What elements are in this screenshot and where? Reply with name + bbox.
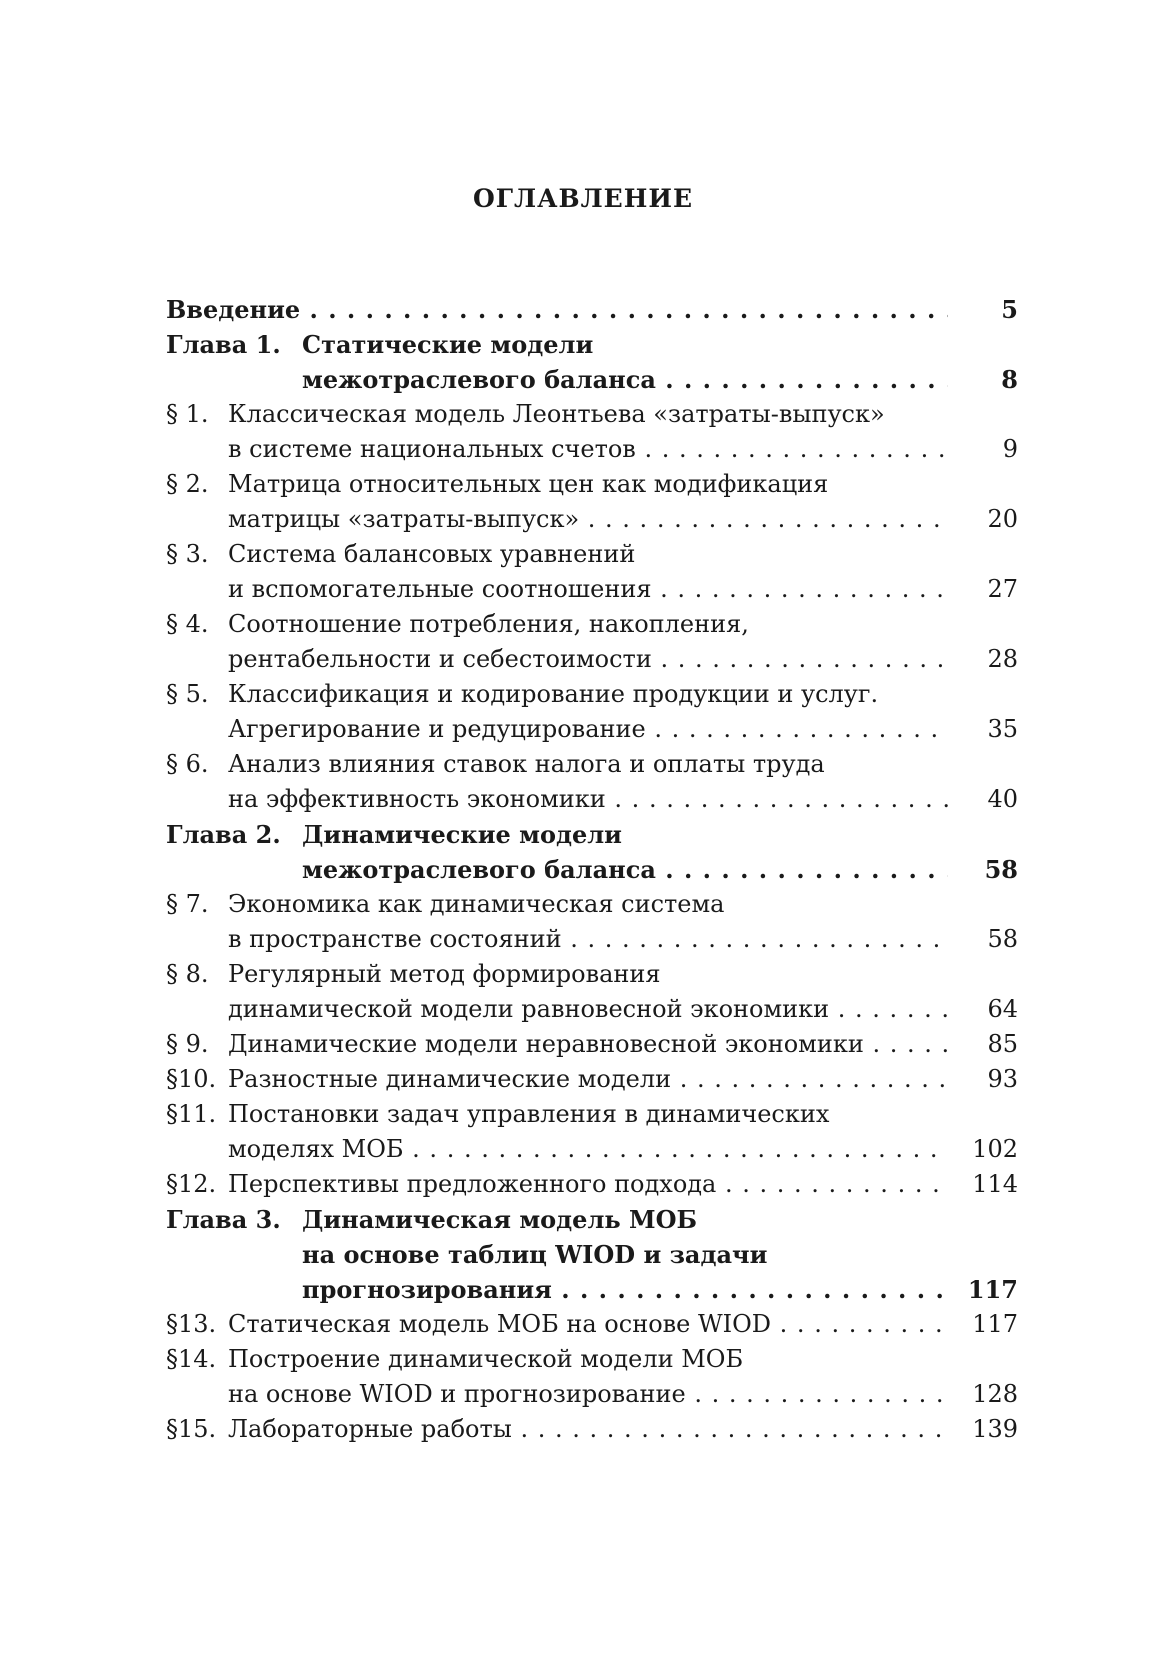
section-number: § 5.	[166, 680, 209, 708]
section-number: §13.	[166, 1310, 217, 1338]
toc-section-5-cont[interactable]	[166, 712, 1018, 747]
page-number: 58	[987, 925, 1018, 953]
section-title-continued: моделях МОБ . . .	[228, 1132, 948, 1167]
toc-section-8[interactable]	[166, 957, 1018, 992]
section-title: Лабораторные работы . . .	[228, 1412, 948, 1447]
toc-section-7[interactable]	[166, 887, 1018, 922]
section-number: §11.	[166, 1100, 217, 1128]
section-title-continued: в пространстве состояний . . .	[228, 922, 948, 957]
chapter-title-continued: межотраслевого баланса . . .	[302, 852, 948, 887]
section-title: Построение динамической модели МОБ	[228, 1345, 744, 1373]
section-title-continued: динамической модели равновесной экономики . . .	[228, 992, 948, 1027]
page-number: 117	[967, 1275, 1018, 1304]
toc-section-7-cont[interactable]	[166, 922, 1018, 957]
toc-chapter-1-line2[interactable]	[166, 362, 1018, 397]
page-number: 93	[987, 1065, 1018, 1093]
toc-section-6[interactable]	[166, 747, 1018, 782]
page-title: ОГЛАВЛЕНИЕ	[472, 184, 694, 213]
toc-section-3-cont[interactable]	[166, 572, 1018, 607]
toc-section-14-cont[interactable]	[166, 1377, 1018, 1412]
toc-entry-intro[interactable]	[166, 292, 1018, 327]
section-number: § 9.	[166, 1030, 209, 1058]
section-number: §12.	[166, 1170, 217, 1198]
toc-section-2-cont[interactable]	[166, 502, 1018, 537]
section-title: Анализ влияния ставок налога и оплаты труда	[228, 750, 825, 778]
toc-section-14[interactable]	[166, 1342, 1018, 1377]
section-title: Разностные динамические модели . . .	[228, 1062, 948, 1097]
section-title: Соотношение потребления, накопления,	[228, 610, 749, 638]
page-number: 40	[987, 785, 1018, 813]
page-number: 139	[972, 1415, 1018, 1443]
section-number: § 3.	[166, 540, 209, 568]
section-number: §15.	[166, 1415, 217, 1443]
toc-chapter-3-line2[interactable]	[166, 1237, 1018, 1272]
chapter-title-continued: прогнозирования . . .	[302, 1272, 948, 1307]
section-title-continued: на основе WIOD и прогнозирование . . .	[228, 1377, 948, 1412]
toc-section-4[interactable]	[166, 607, 1018, 642]
section-title-continued: рентабельности и себестоимости . . .	[228, 642, 948, 677]
chapter-number: Глава 2.	[166, 820, 281, 849]
page-number: 20	[987, 505, 1018, 533]
page-number: 114	[972, 1170, 1018, 1198]
section-title-continued: матрицы «затраты-выпуск» . . .	[228, 502, 948, 537]
entry-title: Введение . . .	[166, 292, 948, 327]
section-title: Постановки задач управления в динамических	[228, 1100, 830, 1128]
chapter-number: Глава 3.	[166, 1205, 281, 1234]
section-title: Экономика как динамическая система	[228, 890, 725, 918]
page-number: 102	[972, 1135, 1018, 1163]
chapter-title-continued: межотраслевого баланса . . .	[302, 362, 948, 397]
section-title: Перспективы предложенного подхода . . .	[228, 1167, 948, 1202]
toc-chapter-3-line3[interactable]	[166, 1272, 1018, 1307]
page-number: 117	[972, 1310, 1018, 1338]
toc-section-12[interactable]	[166, 1167, 1018, 1202]
page-number: 28	[987, 645, 1018, 673]
toc-section-10[interactable]	[166, 1062, 1018, 1097]
section-number: § 7.	[166, 890, 209, 918]
section-number: § 4.	[166, 610, 209, 638]
page-number: 58	[984, 855, 1018, 884]
chapter-number: Глава 1.	[166, 330, 281, 359]
section-title: Классификация и кодирование продукции и услуг.	[228, 680, 879, 708]
section-number: § 2.	[166, 470, 209, 498]
section-title-continued: на эффективность экономики . . .	[228, 782, 948, 817]
section-title: Матрица относительных цен как модификация	[228, 470, 829, 498]
page-number: 9	[1002, 435, 1018, 463]
section-title-continued: Агрегирование и редуцирование . . .	[228, 712, 948, 747]
toc-chapter-2-line2[interactable]	[166, 852, 1018, 887]
toc-section-11[interactable]	[166, 1097, 1018, 1132]
page-number: 64	[987, 995, 1018, 1023]
toc-section-3[interactable]	[166, 537, 1018, 572]
toc-chapter-3-line1[interactable]	[166, 1202, 1018, 1237]
section-number: § 8.	[166, 960, 209, 988]
page-number: 27	[987, 575, 1018, 603]
toc-section-13[interactable]	[166, 1307, 1018, 1342]
toc-chapter-2-line1[interactable]	[166, 817, 1018, 852]
section-title: Регулярный метод формирования	[228, 960, 661, 988]
toc-chapter-1-line1[interactable]	[166, 327, 1018, 362]
table-of-contents	[166, 292, 1018, 1447]
toc-section-11-cont[interactable]	[166, 1132, 1018, 1167]
section-title: Динамические модели неравновесной экономики . . .	[228, 1027, 948, 1062]
page-number: 35	[987, 715, 1018, 743]
toc-section-8-cont[interactable]	[166, 992, 1018, 1027]
toc-section-15[interactable]	[166, 1412, 1018, 1447]
section-title-continued: в системе национальных счетов . . .	[228, 432, 948, 467]
section-title: Статическая модель МОБ на основе WIOD . . .	[228, 1307, 948, 1342]
chapter-title: Статические модели	[302, 330, 594, 359]
section-title-continued: и вспомогательные соотношения . . .	[228, 572, 948, 607]
toc-section-4-cont[interactable]	[166, 642, 1018, 677]
toc-section-9[interactable]	[166, 1027, 1018, 1062]
chapter-title-continued: на основе таблиц WIOD и задачи	[302, 1240, 768, 1269]
toc-section-1-cont[interactable]	[166, 432, 1018, 467]
section-number: § 1.	[166, 400, 209, 428]
section-number: §14.	[166, 1345, 217, 1373]
page-number: 128	[972, 1380, 1018, 1408]
section-title: Классическая модель Леонтьева «затраты-выпуск»	[228, 400, 885, 428]
section-number: §10.	[166, 1065, 217, 1093]
toc-section-2[interactable]	[166, 467, 1018, 502]
page-number: 8	[1001, 365, 1018, 394]
section-number: § 6.	[166, 750, 209, 778]
chapter-title: Динамическая модель МОБ	[302, 1205, 697, 1234]
toc-section-1[interactable]	[166, 397, 1018, 432]
toc-section-6-cont[interactable]	[166, 782, 1018, 817]
page-number: 5	[1001, 295, 1018, 324]
section-title: Система балансовых уравнений	[228, 540, 636, 568]
toc-section-5[interactable]	[166, 677, 1018, 712]
page-number: 85	[987, 1030, 1018, 1058]
chapter-title: Динамические модели	[302, 820, 622, 849]
